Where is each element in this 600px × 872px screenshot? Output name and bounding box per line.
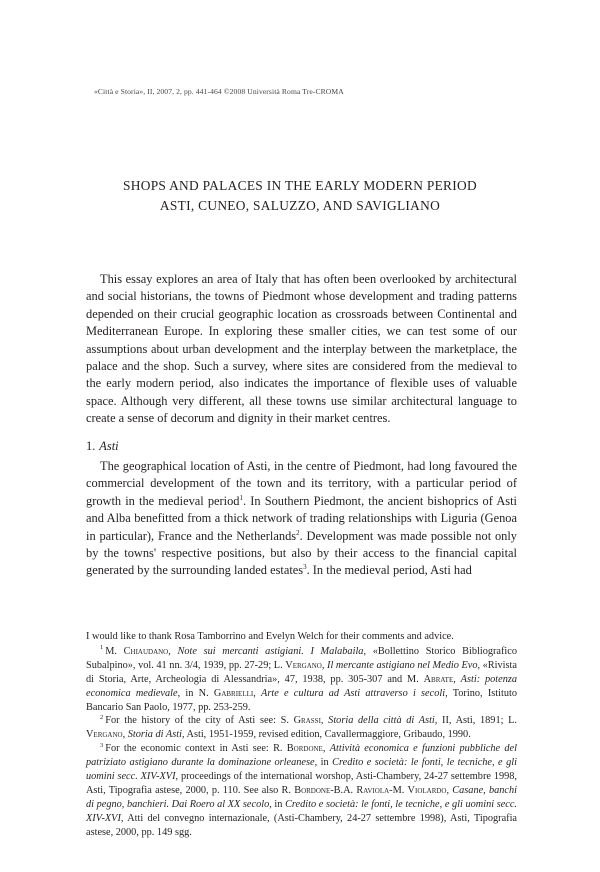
fn-author: Vergano [285,659,322,671]
fn-text: For the economic context in Asti see: R. [105,743,287,755]
fn-work-title: Asti: potenza economica medievale [86,673,518,699]
section-number: 1. [86,439,96,453]
fn-author: Bordone [286,743,323,755]
fn-work-title: Casane, banchi di pegno, banchieri. Dai Roero al XX secolo [86,784,517,810]
footnote-mark: 3 [100,741,104,749]
fn-author: Chiaudano [123,645,169,657]
fn-work-title: Storia della città di Asti [328,715,435,727]
fn-text: , in [314,757,333,769]
fn-author: Vergano [86,729,123,741]
section-heading [86,439,119,454]
fn-text: , [320,715,329,727]
fn-text: , [168,645,178,657]
fn-work-title: Arte e cultura ad Asti attraverso i secoli [261,687,446,699]
fn-text: -M. [389,784,408,796]
fn-author: Abrate [423,673,454,685]
fn-text: M. [105,645,124,657]
footnote-3 [86,742,517,839]
fn-author: Violardo [407,784,447,796]
fn-author: Gabrielli [213,687,254,699]
fn-work-title: Note sui mercanti astigiani. I Malabaila [177,645,364,657]
acknowledgment-note: I would like to thank Rosa Tamborrino and Evelyn Welch for their comments and advice. [86,631,454,642]
footnote-mark: 2 [100,714,104,722]
fn-work-title: Il mercante astigiano nel Medio Evo [327,659,478,671]
running-head: «Città e Storia», II, 2007, 2, pp. 441-464 ©2008 Università Roma Tre-CROMA [94,87,344,96]
fn-text: , [446,784,453,796]
fn-work-title: Credito e società: le fonti, le tecniche, e gli uomini secc. XIV-XVI [86,757,517,783]
fn-work-title: Credito e società: le fonti, le tecniche, e gli uomini secc. XIV-XVI [86,798,518,824]
fn-text: , Atti del convegno internazionale, (Asti-Chambery, 24-27 settembre 1998), Asti, Tipografia astese, 2000, pp. 149 sgg. [86,812,517,838]
fn-work-title: Attività economica e funzioni pubbliche del patriziato astigiano durante la dominazione orleanese [86,743,517,769]
fn-text: -B.A. [330,784,357,796]
section-title: Asti [99,439,119,453]
fn-text: , [253,687,262,699]
body-text-part: . In Southern Piedmont, the ancient bishoprics of Asti and Alba benefitted from a thick network of trading relationships with Liguria (Genoa in particular), France and the Netherlands [86,493,517,543]
fn-text: , in N. [177,687,214,699]
footnote-1 [86,645,517,715]
article-title-line-2: ASTI, CUNEO, SALUZZO, AND SAVIGLIANO [159,198,441,213]
fn-text: , [453,673,461,685]
fn-text: For the history of the city of Asti see: S. [105,715,294,727]
fn-text: , in [269,798,286,810]
fn-author: Bordone [294,784,331,796]
footnote-2 [86,714,517,742]
body-text-part: . In the medieval period, Asti had [306,563,472,578]
fn-author: Grassi [293,715,321,727]
body-text-part: . Development was made possible not only by the towns' respective positions, but also by their access to the financial capital generated by the surrounding landed estates [86,528,517,578]
fn-text: , Asti, 1951-1959, revised edition, Cavallermaggiore, Gribaudo, 1990. [181,729,471,741]
fn-text: , II, Asti, 1891; L. [434,715,518,727]
abstract-paragraph: This essay explores an area of Italy that has often been overlooked by architectural and social historians, the towns of Piedmont whose development and trading patterns depended on their crucial geographic location as crossroads between Continental and Mediterranean Europe. In exploring these smaller cities, we can test some of our assumptions about urban development and the interplay between the marketplace, the palace and the shop. Such a survey, where sites are considered from the medieval to the early modern period, also indicates the importance of flexible uses of valuable space. Although very different, all these towns use similar architectural language to create a sense of decorum and dignity in their market centres. [86,272,517,426]
footnote-ref-2[interactable]: 2 [296,528,300,537]
footnote-ref-3[interactable]: 3 [303,563,307,572]
footnote-ref-1[interactable]: 1 [239,493,243,502]
article-title-line-1: SHOPS AND PALACES IN THE EARLY MODERN PERIOD [123,178,477,193]
fn-text: , [322,743,330,755]
fn-text: , «Rivista di Storia, Arte, Archeologia di Alessandria», 47, 1938, pp. 305-307 and M. [86,659,517,685]
body-paragraph [86,458,517,580]
fn-text: , [122,729,128,741]
fn-text: , [321,659,328,671]
fn-author: Raviola [356,784,390,796]
fn-text: , Torino, Istituto Bancario San Paolo, 1977, pp. 253-259. [86,687,517,713]
fn-text: , «Bollettino Storico Bibliografico Subalpino», vol. 41 nn. 3/4, 1939, pp. 27-29; L. [86,645,518,671]
fn-text: , proceedings of the international worshop, Asti-Chambery, 24-27 settembre 1998, Asti, Tipografia astese, 2000, p. 110. See also R. [86,771,517,796]
body-text-part: The geographical location of Asti, in the centre of Piedmont, had long favoured the commercial development of the town and its territory, with a particular period of growth in the medieval period [86,459,517,508]
fn-work-title: Storia di Asti [127,729,182,741]
footnote-mark: 1 [100,644,104,652]
footnotes-section [86,630,517,840]
